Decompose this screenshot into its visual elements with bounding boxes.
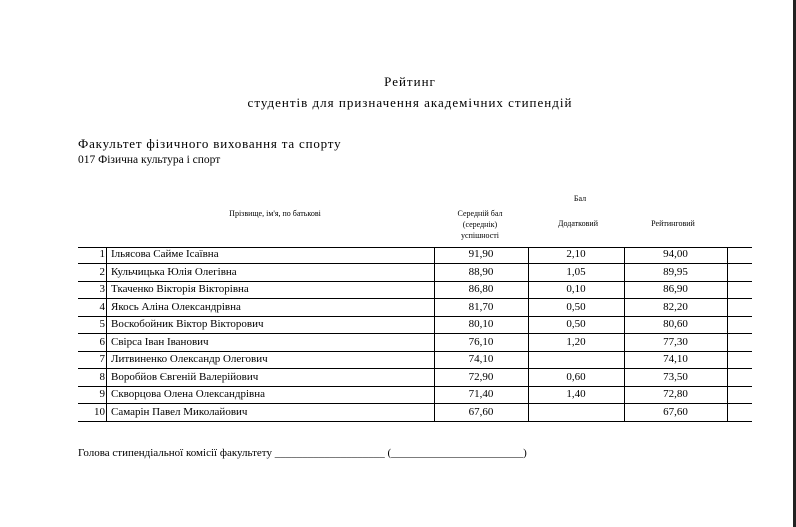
- row-number: 2: [99, 265, 105, 278]
- row-divider: [78, 421, 752, 422]
- column-divider: [434, 247, 435, 421]
- faculty-name: Факультет фізичного виховання та спорту: [78, 136, 342, 151]
- student-name: Якось Аліна Олександрівна: [111, 300, 241, 313]
- program-name: 017 Фізична культура і спорт: [78, 154, 221, 166]
- row-number: 3: [99, 283, 105, 295]
- student-name: Воскобойник Віктор Вікторович: [111, 318, 264, 330]
- student-name: Ільясова Сайме Ісаївна: [111, 248, 219, 260]
- row-number: 1: [99, 248, 105, 260]
- row-number: 4: [99, 300, 105, 313]
- rating-score: 77,30: [663, 335, 688, 348]
- additional-score: 0,50: [566, 318, 586, 330]
- average-score: 88,90: [468, 265, 494, 278]
- row-number: 9: [99, 388, 105, 400]
- document-subtitle: студентів для призначення академічних стипендій: [247, 95, 573, 110]
- table-row: [78, 299, 752, 316]
- row-divider: [78, 316, 752, 317]
- column-divider: [106, 247, 107, 421]
- row-divider: [78, 351, 752, 352]
- table-row: [78, 334, 752, 351]
- rating-score: 89,95: [663, 265, 688, 278]
- average-score: 76,10: [468, 335, 494, 348]
- average-score: 86,80: [468, 283, 494, 295]
- student-name: Скворцова Олена Олександрівна: [111, 388, 265, 400]
- row-number: 8: [99, 370, 105, 383]
- rating-score: 73,50: [663, 370, 688, 383]
- additional-score: 1,05: [566, 265, 586, 278]
- additional-score: 1,40: [566, 388, 586, 400]
- rating-score: 74,10: [663, 353, 688, 365]
- column-divider: [624, 247, 625, 421]
- header-divider: [78, 247, 752, 248]
- row-number: 5: [99, 318, 105, 330]
- row-divider: [78, 403, 752, 404]
- column-divider: [528, 247, 529, 421]
- table-row: [78, 351, 752, 368]
- header-name: Прізвище, ім'я, по батькові: [229, 209, 321, 218]
- student-name: Ткаченко Вікторія Вікторівна: [111, 283, 249, 295]
- table-row: [78, 386, 752, 403]
- student-name: Свірса Іван Іванович: [111, 335, 209, 348]
- header-average: Середній бал (середнік) успішності: [457, 209, 503, 240]
- average-score: 72,90: [468, 370, 494, 383]
- additional-score: 1,20: [566, 335, 586, 348]
- table-row: [78, 281, 752, 298]
- row-divider: [78, 333, 752, 334]
- average-score: 74,10: [468, 353, 494, 365]
- rating-score: 94,00: [663, 248, 688, 260]
- average-score: 80,10: [468, 318, 494, 330]
- additional-score: 0,60: [566, 370, 586, 383]
- additional-score: 0,10: [566, 283, 586, 295]
- student-name: Кульчицька Юлія Олегівна: [111, 265, 237, 278]
- table-row: [78, 369, 752, 386]
- row-divider: [78, 386, 752, 387]
- row-number: 10: [94, 405, 105, 418]
- header-additional: Додатковий: [558, 219, 598, 228]
- student-name: Самарін Павел Миколайович: [111, 405, 248, 418]
- rating-score: 67,60: [663, 405, 688, 418]
- row-number: 7: [99, 353, 105, 365]
- row-divider: [78, 368, 752, 369]
- row-divider: [78, 281, 752, 282]
- student-name: Воробйов Євгеній Валерійович: [111, 370, 259, 383]
- average-score: 81,70: [468, 300, 494, 313]
- rating-score: 82,20: [663, 300, 688, 313]
- row-divider: [78, 298, 752, 299]
- rating-score: 80,60: [663, 318, 688, 330]
- table-row: [78, 404, 752, 421]
- rating-score: 72,80: [663, 388, 688, 400]
- student-name: Литвиненко Олександр Олегович: [111, 353, 268, 365]
- average-score: 71,40: [468, 388, 494, 400]
- table-row: [78, 316, 752, 333]
- document-title: Рейтинг: [384, 74, 436, 89]
- average-score: 67,60: [468, 405, 494, 418]
- additional-score: 2,10: [566, 248, 586, 260]
- table-row: [78, 264, 752, 281]
- additional-score: 0,50: [566, 300, 586, 313]
- table-row: [78, 246, 752, 263]
- signature-line: Голова стипендіальної комісії факультету ____________________ (________________________): [78, 447, 527, 459]
- row-divider: [78, 263, 752, 264]
- column-divider: [727, 247, 728, 421]
- header-score-group: Бал: [573, 194, 587, 203]
- header-rating: Рейтинговий: [651, 219, 695, 228]
- average-score: 91,90: [468, 248, 494, 260]
- rating-score: 86,90: [663, 283, 688, 295]
- row-number: 6: [99, 335, 105, 348]
